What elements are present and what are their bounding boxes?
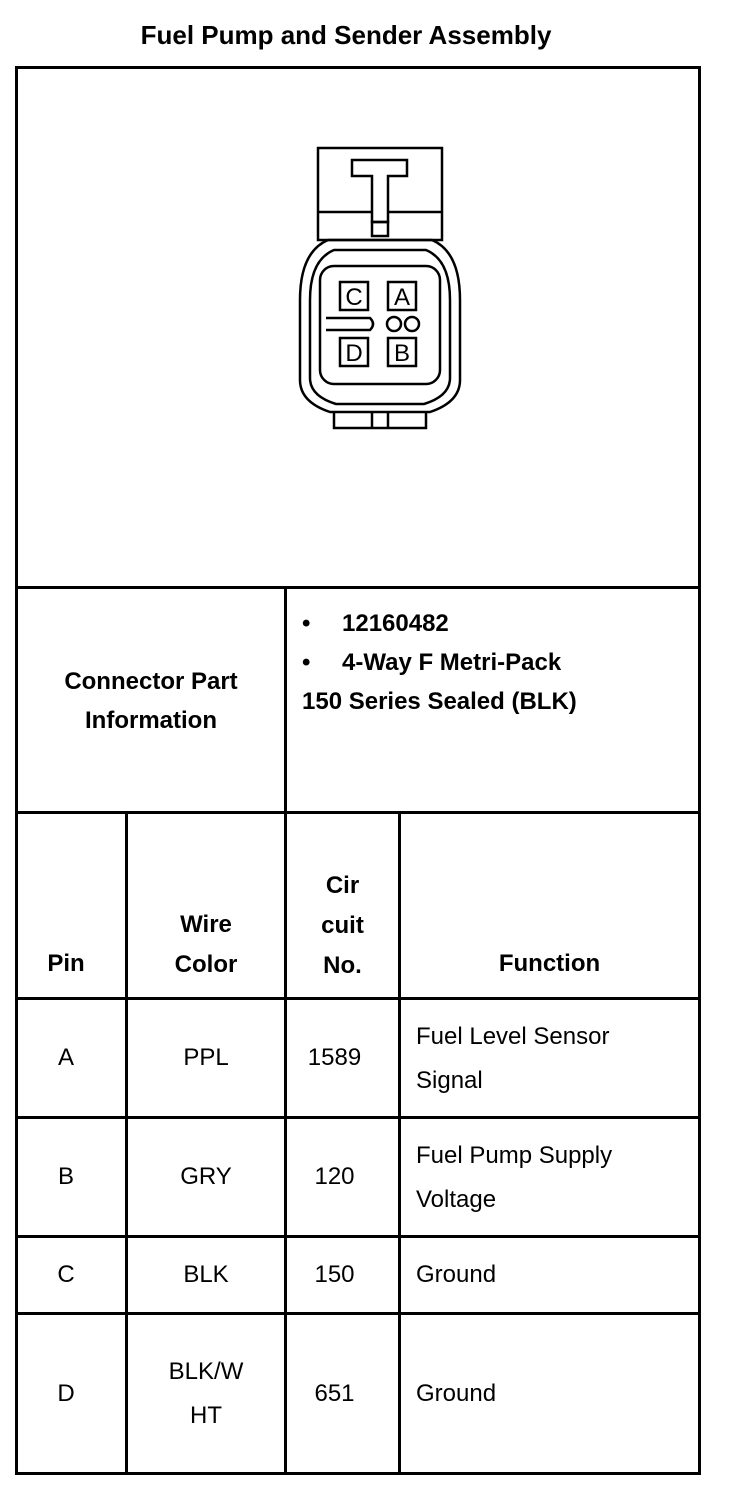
cell-wire: GRY [180,1163,232,1190]
row-c-pin [18,1238,114,1312]
header-circuit-line2: cuit [321,912,364,939]
cell-function-line1: Fuel Pump Supply [416,1142,613,1169]
section-divider-image [15,586,701,589]
header-function [401,944,698,984]
pin-cavity-face [320,266,440,384]
header-wire-line2: Color [174,951,238,978]
page-title: Fuel Pump and Sender Assembly [140,20,552,50]
row-c-circuit [287,1238,382,1312]
cell-circuit: 1589 [307,1044,362,1071]
header-circuit [287,866,398,986]
header-pin [18,944,114,984]
row-b-function [416,1134,696,1222]
bullet-icon: • [302,649,311,676]
header-function-text: Function [498,950,601,977]
cell-function-line1: Fuel Level Sensor [416,1023,610,1050]
frame-top-border [15,66,701,69]
header-circuit-line3: No. [323,952,362,979]
cell-circuit: 120 [314,1163,355,1190]
part-number: 12160482 [342,610,449,637]
cell-circuit: 651 [314,1379,355,1407]
polarity-circle-left [387,317,401,331]
row-d-function [416,1315,696,1472]
polarity-circle-right [405,317,419,331]
cell-pin: D [57,1379,75,1407]
header-wire-line1: Wire [180,911,232,938]
row-d-pin [18,1315,114,1472]
header-wire-color [128,905,284,985]
connector-face-diagram [290,140,470,440]
row-a-circuit [287,1000,382,1116]
row-b-circuit [287,1119,382,1235]
cell-wire: BLK [183,1261,229,1288]
cell-circuit: 150 [314,1261,355,1288]
frame-right-border [698,66,701,1475]
header-circuit-line1: Cir [325,872,360,899]
bottom-tab [334,412,426,428]
cell-function-line1: Ground [416,1261,497,1288]
header-pin-text: Pin [47,950,85,977]
row-d-wire [128,1315,284,1472]
row-a-wire [128,1000,284,1116]
cell-wire-line2: HT [190,1401,222,1429]
pin-label-d: D [345,340,363,367]
row-a-pin [18,1000,114,1116]
row-c-wire [128,1238,284,1312]
cell-pin: A [57,1044,74,1071]
connector-series: 150 Series Sealed (BLK) [302,688,577,715]
cell-function-line2: Voltage [416,1186,497,1213]
row-d-circuit [287,1315,382,1472]
cell-pin: B [57,1163,74,1190]
pin-label-c: C [345,284,363,311]
cell-wire-line1: BLK/W [168,1357,244,1385]
pin-label-a: A [393,284,411,311]
latch-housing [318,148,442,240]
part-info-details [302,604,577,721]
col-divider-circuit [398,811,401,1475]
row-c-function [416,1238,696,1312]
bullet-icon: • [302,610,311,637]
row-b-wire [128,1119,284,1235]
cell-wire: PPL [183,1044,229,1071]
divider-bar [326,318,373,330]
section-divider-info [15,811,701,814]
row-a-function [416,1015,696,1103]
pin-label-b: B [393,340,411,367]
cell-function-line2: Signal [416,1067,483,1094]
frame-bottom-border [15,1472,701,1475]
part-info-label [18,662,284,740]
cell-pin: C [57,1261,75,1288]
part-info-label-line1: Connector Part [64,668,238,695]
connector-type: 4-Way F Metri-Pack [342,649,562,676]
cell-function-line1: Ground [416,1379,497,1407]
row-b-pin [18,1119,114,1235]
part-info-label-line2: Information [85,707,217,734]
part-number-item [302,604,577,643]
info-column-divider [284,586,287,814]
connector-type-item [302,643,577,682]
